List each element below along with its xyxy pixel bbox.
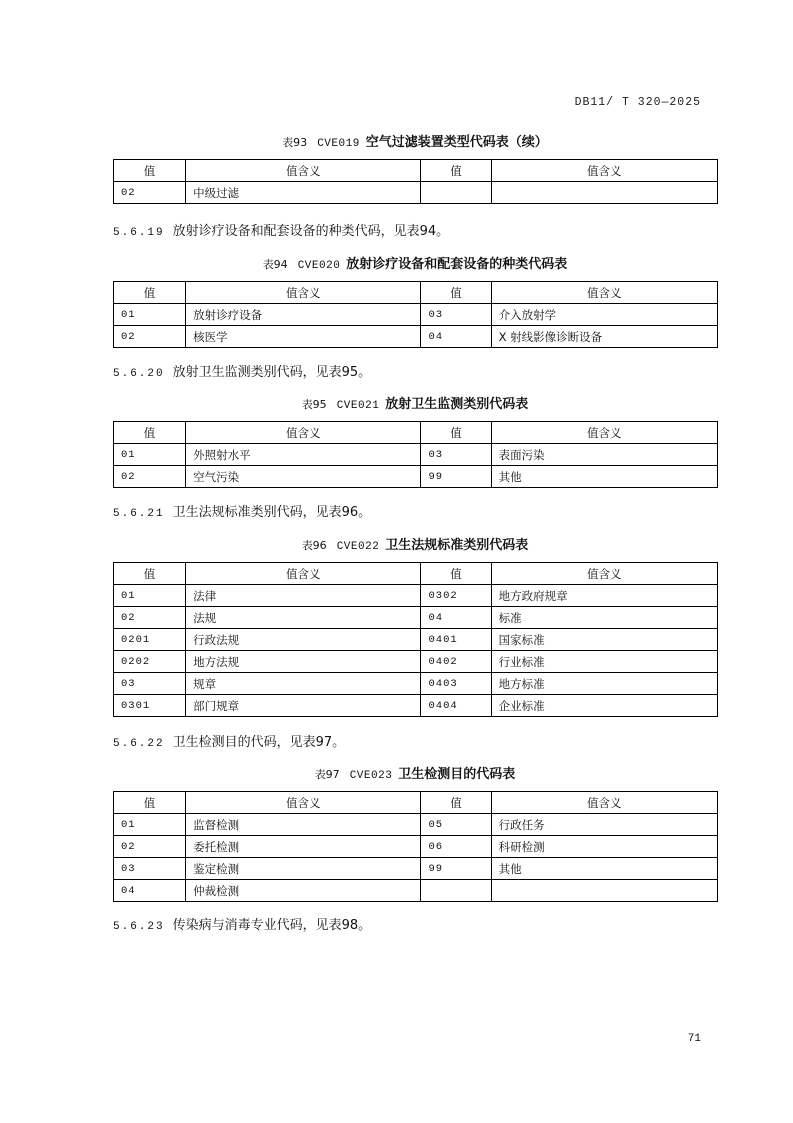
table-header-row — [114, 160, 718, 182]
code-value-cell — [421, 880, 491, 902]
code-meaning-cell: 企业标准 — [491, 695, 717, 717]
table-97 — [113, 791, 718, 902]
code-meaning-cell: 法规 — [186, 607, 421, 629]
clause-text: 放射卫生监测类别代码，见表95。 — [172, 365, 372, 380]
column-header-value: 值 — [421, 563, 491, 585]
caption-code: CVE022 — [336, 541, 380, 553]
code-value-cell: 0302 — [421, 585, 491, 607]
caption-code: CVE021 — [336, 400, 380, 412]
code-meaning-cell: 地方法规 — [186, 651, 421, 673]
column-header-meaning: 值含义 — [491, 792, 717, 814]
code-value-cell: 03 — [114, 858, 186, 880]
clause-text: 卫生法规标准类别代码，见表96。 — [172, 505, 372, 520]
caption-title: 空气过滤装置类型代码表（续） — [365, 135, 548, 150]
column-header-meaning: 值含义 — [186, 563, 421, 585]
code-meaning-cell: 空气污染 — [186, 466, 421, 488]
table-93-caption — [113, 131, 717, 150]
code-meaning-cell: 部门规章 — [186, 695, 421, 717]
clause-5-6-23 — [113, 914, 371, 933]
table-row — [114, 880, 718, 902]
code-meaning-cell: 核医学 — [186, 326, 421, 348]
clause-number: 5.6.23 — [113, 921, 165, 933]
table-95-caption — [113, 393, 717, 412]
clause-text: 放射诊疗设备和配套设备的种类代码，见表94。 — [172, 224, 450, 239]
column-header-meaning: 值含义 — [186, 792, 421, 814]
code-meaning-cell: 国家标准 — [491, 629, 717, 651]
code-meaning-cell: 表面污染 — [491, 444, 717, 466]
caption-number: 表97 — [314, 768, 340, 781]
table-row — [114, 304, 718, 326]
table-row — [114, 444, 718, 466]
table-row — [114, 326, 718, 348]
code-value-cell: 04 — [421, 607, 491, 629]
table-96 — [113, 562, 718, 717]
table-row — [114, 651, 718, 673]
table-row — [114, 585, 718, 607]
column-header-value: 值 — [421, 792, 491, 814]
code-value-cell: 01 — [114, 444, 186, 466]
code-value-cell: 0402 — [421, 651, 491, 673]
caption-title: 卫生检测目的代码表 — [398, 767, 516, 782]
code-value-cell: 02 — [114, 836, 186, 858]
code-meaning-cell: 其他 — [491, 466, 717, 488]
caption-title: 卫生法规标准类别代码表 — [385, 538, 529, 553]
column-header-value: 值 — [421, 160, 491, 182]
code-meaning-cell: 法律 — [186, 585, 421, 607]
page-number: 71 — [687, 1033, 701, 1045]
code-value-cell: 0401 — [421, 629, 491, 651]
column-header-meaning: 值含义 — [186, 282, 421, 304]
document-id-header: DB11/ T 320—2025 — [574, 96, 701, 109]
code-value-cell: 0202 — [114, 651, 186, 673]
caption-number: 表93 — [282, 136, 308, 149]
code-value-cell: 03 — [421, 304, 491, 326]
table-header-row — [114, 792, 718, 814]
code-meaning-cell: X 射线影像诊断设备 — [491, 326, 717, 348]
code-meaning-cell: 标准 — [491, 607, 717, 629]
code-value-cell: 02 — [114, 326, 186, 348]
code-meaning-cell: 外照射水平 — [186, 444, 421, 466]
code-meaning-cell: 其他 — [491, 858, 717, 880]
clause-5-6-20 — [113, 361, 371, 380]
column-header-meaning: 值含义 — [491, 160, 717, 182]
code-value-cell: 01 — [114, 585, 186, 607]
column-header-meaning: 值含义 — [491, 282, 717, 304]
code-meaning-cell: 地方政府规章 — [491, 585, 717, 607]
code-value-cell: 0403 — [421, 673, 491, 695]
code-meaning-cell: 鉴定检测 — [186, 858, 421, 880]
table-row — [114, 182, 718, 204]
table-row — [114, 466, 718, 488]
code-value-cell: 0301 — [114, 695, 186, 717]
caption-code: CVE019 — [317, 138, 360, 150]
table-header-row — [114, 422, 718, 444]
code-meaning-cell — [491, 182, 717, 204]
column-header-meaning: 值含义 — [491, 563, 717, 585]
caption-code: CVE020 — [297, 260, 341, 272]
code-meaning-cell: 中级过滤 — [186, 182, 421, 204]
code-value-cell: 04 — [421, 326, 491, 348]
column-header-value: 值 — [114, 160, 186, 182]
code-value-cell: 02 — [114, 182, 186, 204]
code-value-cell: 02 — [114, 607, 186, 629]
code-meaning-cell: 科研检测 — [491, 836, 717, 858]
table-row — [114, 673, 718, 695]
table-94-caption — [113, 253, 717, 272]
table-96-caption — [113, 534, 717, 553]
code-value-cell — [421, 182, 491, 204]
column-header-value: 值 — [114, 563, 186, 585]
caption-code: CVE023 — [349, 770, 393, 782]
table-97-caption — [113, 763, 717, 782]
code-value-cell: 99 — [421, 466, 491, 488]
clause-number: 5.6.22 — [113, 738, 165, 750]
caption-number: 表94 — [262, 258, 288, 271]
caption-number: 表96 — [301, 539, 327, 552]
code-meaning-cell: 行政法规 — [186, 629, 421, 651]
column-header-value: 值 — [114, 422, 186, 444]
code-value-cell: 05 — [421, 814, 491, 836]
code-value-cell: 06 — [421, 836, 491, 858]
table-95 — [113, 421, 718, 488]
table-header-row — [114, 282, 718, 304]
code-meaning-cell: 地方标准 — [491, 673, 717, 695]
code-value-cell: 01 — [114, 814, 186, 836]
clause-text: 卫生检测目的代码，见表97。 — [172, 735, 346, 750]
code-meaning-cell: 放射诊疗设备 — [186, 304, 421, 326]
table-row — [114, 858, 718, 880]
clause-number: 5.6.19 — [113, 227, 165, 239]
table-row — [114, 814, 718, 836]
column-header-meaning: 值含义 — [186, 422, 421, 444]
table-93 — [113, 159, 718, 204]
column-header-value: 值 — [421, 422, 491, 444]
caption-title: 放射诊疗设备和配套设备的种类代码表 — [346, 257, 568, 272]
table-row — [114, 836, 718, 858]
table-row — [114, 607, 718, 629]
code-value-cell: 99 — [421, 858, 491, 880]
code-meaning-cell: 行政任务 — [491, 814, 717, 836]
code-meaning-cell: 规章 — [186, 673, 421, 695]
table-row — [114, 695, 718, 717]
clause-5-6-22 — [113, 731, 345, 750]
caption-number: 表95 — [301, 398, 327, 411]
table-row — [114, 629, 718, 651]
column-header-value: 值 — [114, 282, 186, 304]
code-value-cell: 04 — [114, 880, 186, 902]
caption-title: 放射卫生监测类别代码表 — [385, 397, 529, 412]
clause-5-6-19 — [113, 220, 449, 239]
code-value-cell: 01 — [114, 304, 186, 326]
table-header-row — [114, 563, 718, 585]
clause-text: 传染病与消毒专业代码，见表98。 — [172, 918, 372, 933]
column-header-value: 值 — [114, 792, 186, 814]
code-meaning-cell: 委托检测 — [186, 836, 421, 858]
code-value-cell: 02 — [114, 466, 186, 488]
table-94 — [113, 281, 718, 348]
code-meaning-cell: 仲裁检测 — [186, 880, 421, 902]
code-meaning-cell: 监督检测 — [186, 814, 421, 836]
column-header-value: 值 — [421, 282, 491, 304]
column-header-meaning: 值含义 — [186, 160, 421, 182]
clause-number: 5.6.21 — [113, 508, 165, 520]
code-value-cell: 03 — [114, 673, 186, 695]
column-header-meaning: 值含义 — [491, 422, 717, 444]
code-value-cell: 0404 — [421, 695, 491, 717]
code-meaning-cell: 介入放射学 — [491, 304, 717, 326]
clause-5-6-21 — [113, 501, 371, 520]
code-value-cell: 03 — [421, 444, 491, 466]
clause-number: 5.6.20 — [113, 368, 165, 380]
code-meaning-cell: 行业标准 — [491, 651, 717, 673]
code-value-cell: 0201 — [114, 629, 186, 651]
code-meaning-cell — [491, 880, 717, 902]
